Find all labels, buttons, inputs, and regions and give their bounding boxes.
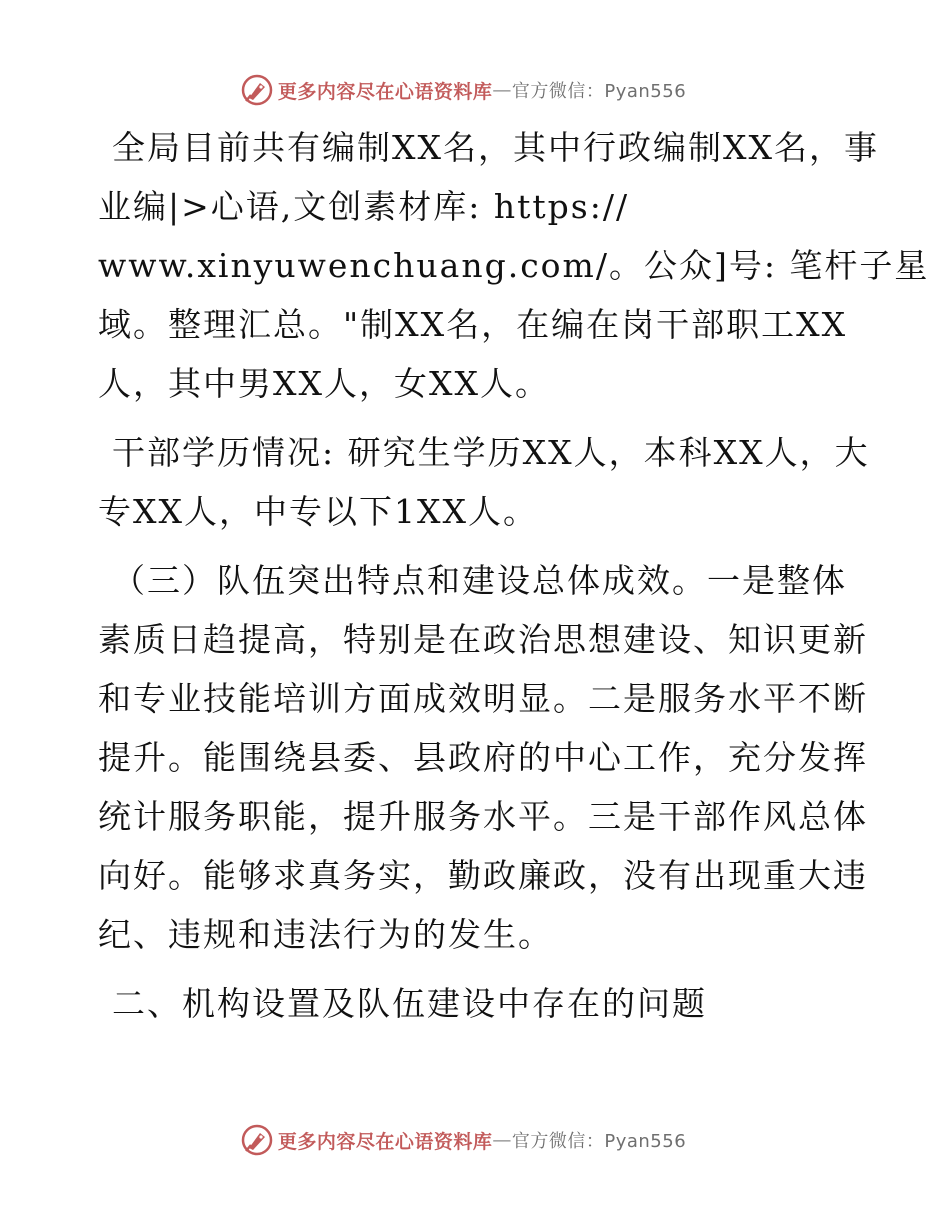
- text-line: 提升。能围绕县委、县政府的中心工作，充分发挥: [98, 738, 868, 777]
- text-line: 二、机构设置及队伍建设中存在的问题: [112, 984, 707, 1023]
- text-line: （三）队伍突出特点和建设总体成效。一是整体: [112, 561, 847, 600]
- text-line: 纪、违规和违法行为的发生。: [98, 915, 553, 954]
- footer-wechat-text: 官方微信：Pyan556: [511, 1131, 687, 1152]
- header-banner-separator: —: [492, 79, 512, 101]
- text-line: 全局目前共有编制XX名，其中行政编制XX名，事: [112, 128, 879, 167]
- text-line: 专XX人，中专以下1XX人。: [98, 492, 538, 531]
- text-line: www.xinyuwenchuang.com/。公众]号: 笔杆子星: [98, 246, 930, 285]
- pen-nib-logo-icon: [240, 73, 274, 107]
- text-line: 和专业技能培训方面成效明显。二是服务水平不断: [98, 679, 868, 718]
- pen-nib-logo-icon: [240, 1123, 274, 1157]
- header-banner-text: 更多内容尽在心语资料库: [277, 80, 493, 103]
- text-line: 素质日趋提高，特别是在政治思想建设、知识更新: [98, 620, 868, 659]
- footer-banner-separator: —: [492, 1129, 512, 1151]
- paragraph-education: [98, 423, 870, 541]
- paragraph-staffing: [98, 118, 930, 413]
- text-line: 统计服务职能，提升服务水平。三是干部作风总体: [98, 797, 868, 836]
- text-line: 人，其中男XX人，女XX人。: [98, 364, 550, 403]
- footer-banner-text: 更多内容尽在心语资料库: [277, 1130, 493, 1153]
- text-line: 域。整理汇总。"制XX名，在编在岗干部职工XX: [98, 305, 848, 344]
- text-line: 业编|>心语,文创素材库: https://: [98, 187, 630, 226]
- section-heading: [98, 974, 858, 1033]
- document-body: [98, 118, 930, 1033]
- paragraph-achievements: [98, 551, 868, 964]
- footer-banner: [0, 1120, 950, 1160]
- text-line: 干部学历情况: 研究生学历XX人，本科XX人，大: [112, 433, 870, 472]
- header-wechat-text: 官方微信：Pyan556: [511, 81, 687, 102]
- text-line: 向好。能够求真务实，勤政廉政，没有出现重大违: [98, 856, 868, 895]
- header-banner: [0, 70, 950, 110]
